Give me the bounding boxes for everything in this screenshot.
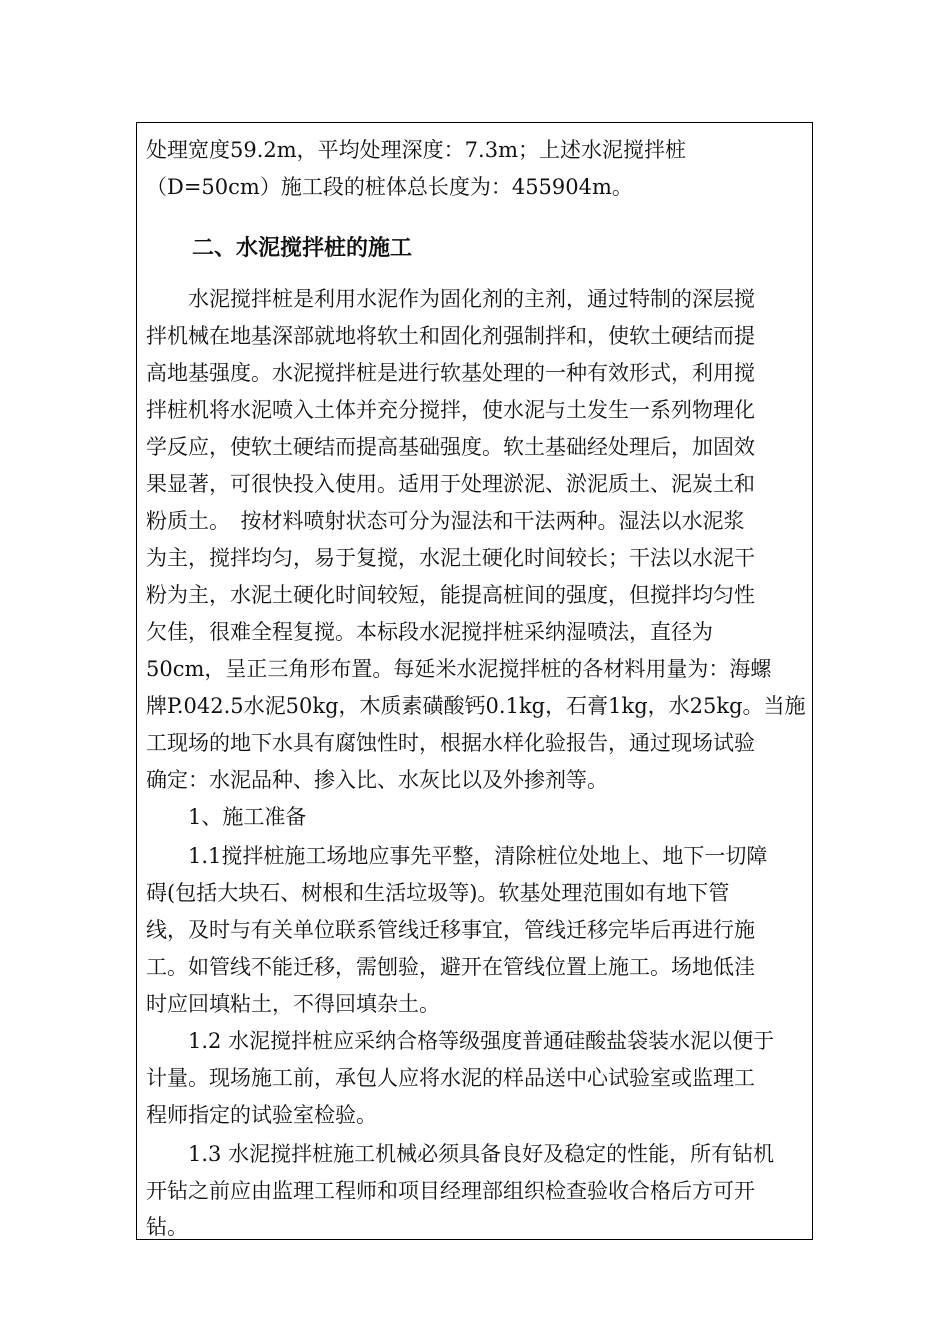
paragraph-line: 50cm，呈正三角形布置。每延米水泥搅拌桩的各材料用量为：海螺 xyxy=(146,657,772,681)
intro-line-1: 处理宽度59.2m，平均处理深度：7.3m；上述水泥搅拌桩 xyxy=(146,138,686,162)
paragraph-line: 开钻之前应由监理工程师和项目经理部组织检查验收合格后方可开 xyxy=(146,1179,755,1203)
paragraph-line: 拌机械在地基深部就地将软土和固化剂强制拌和，使软土硬结而提 xyxy=(146,324,755,348)
paragraph-line: 工现场的地下水具有腐蚀性时，根据水样化验报告，通过现场试验 xyxy=(146,731,755,755)
paragraph-line: 欠佳，很难全程复搅。本标段水泥搅拌桩采纳湿喷法，直径为 xyxy=(146,620,713,644)
paragraph-line: 工。如管线不能迁移，需刨验，避开在管线位置上施工。场地低洼 xyxy=(146,955,755,979)
paragraph-line: 1.2 水泥搅拌桩应采纳合格等级强度普通硅酸盐袋装水泥以便于 xyxy=(146,1029,775,1053)
paragraph-line: 时应回填粘土，不得回填杂土。 xyxy=(146,992,440,1016)
paragraph-line: 牌P.042.5水泥50kg，木质素磺酸钙0.1kg，石膏1kg，水25kg。当施 xyxy=(146,694,806,718)
paragraph-line: 碍(包括大块石、树根和生活垃圾等)。软基处理范围如有地下管 xyxy=(146,881,730,905)
paragraph-line: 果显著，可很快投入使用。适用于处理淤泥、淤泥质土、泥炭土和 xyxy=(146,472,755,496)
paragraph-line: 程师指定的试验室检验。 xyxy=(146,1103,377,1127)
paragraph-line: 粉质土。 按材料喷射状态可分为湿法和干法两种。湿法以水泥浆 xyxy=(146,509,745,533)
section-heading: 二、水泥搅拌桩的施工 xyxy=(192,236,413,261)
paragraph-line: 钻。 xyxy=(146,1215,188,1239)
paragraph-line: 学反应，使软土硬结而提高基础强度。软土基础经处理后，加固效 xyxy=(146,435,755,459)
paragraph-line: 1.3 水泥搅拌桩施工机械必须具备良好及稳定的性能，所有钻机 xyxy=(146,1142,775,1166)
subheading-construction-prep: 1、施工准备 xyxy=(146,805,307,829)
paragraph-line: 拌桩机将水泥喷入土体并充分搅拌，使水泥与土发生一系列物理化 xyxy=(146,398,755,422)
intro-line-2: （D=50cm）施工段的桩体总长度为：455904m。 xyxy=(146,175,633,199)
paragraph-line: 水泥搅拌桩是利用水泥作为固化剂的主剂，通过特制的深层搅 xyxy=(146,287,755,311)
paragraph-line: 高地基强度。水泥搅拌桩是进行软基处理的一种有效形式，利用搅 xyxy=(146,361,755,385)
paragraph-line: 1.1搅拌桩施工场地应事先平整，清除桩位处地上、地下一切障 xyxy=(146,844,768,868)
paragraph-line: 粉为主，水泥土硬化时间较短，能提高桩间的强度，但搅拌均匀性 xyxy=(146,583,755,607)
paragraph-line: 为主，搅拌均匀，易于复搅，水泥土硬化时间较长；干法以水泥干 xyxy=(146,546,755,570)
paragraph-line: 线，及时与有关单位联系管线迁移事宜，管线迁移完毕后再进行施 xyxy=(146,918,755,942)
paragraph-line: 确定：水泥品种、掺入比、水灰比以及外掺剂等。 xyxy=(146,768,608,792)
paragraph-line: 计量。现场施工前，承包人应将水泥的样品送中心试验室或监理工 xyxy=(146,1066,755,1090)
